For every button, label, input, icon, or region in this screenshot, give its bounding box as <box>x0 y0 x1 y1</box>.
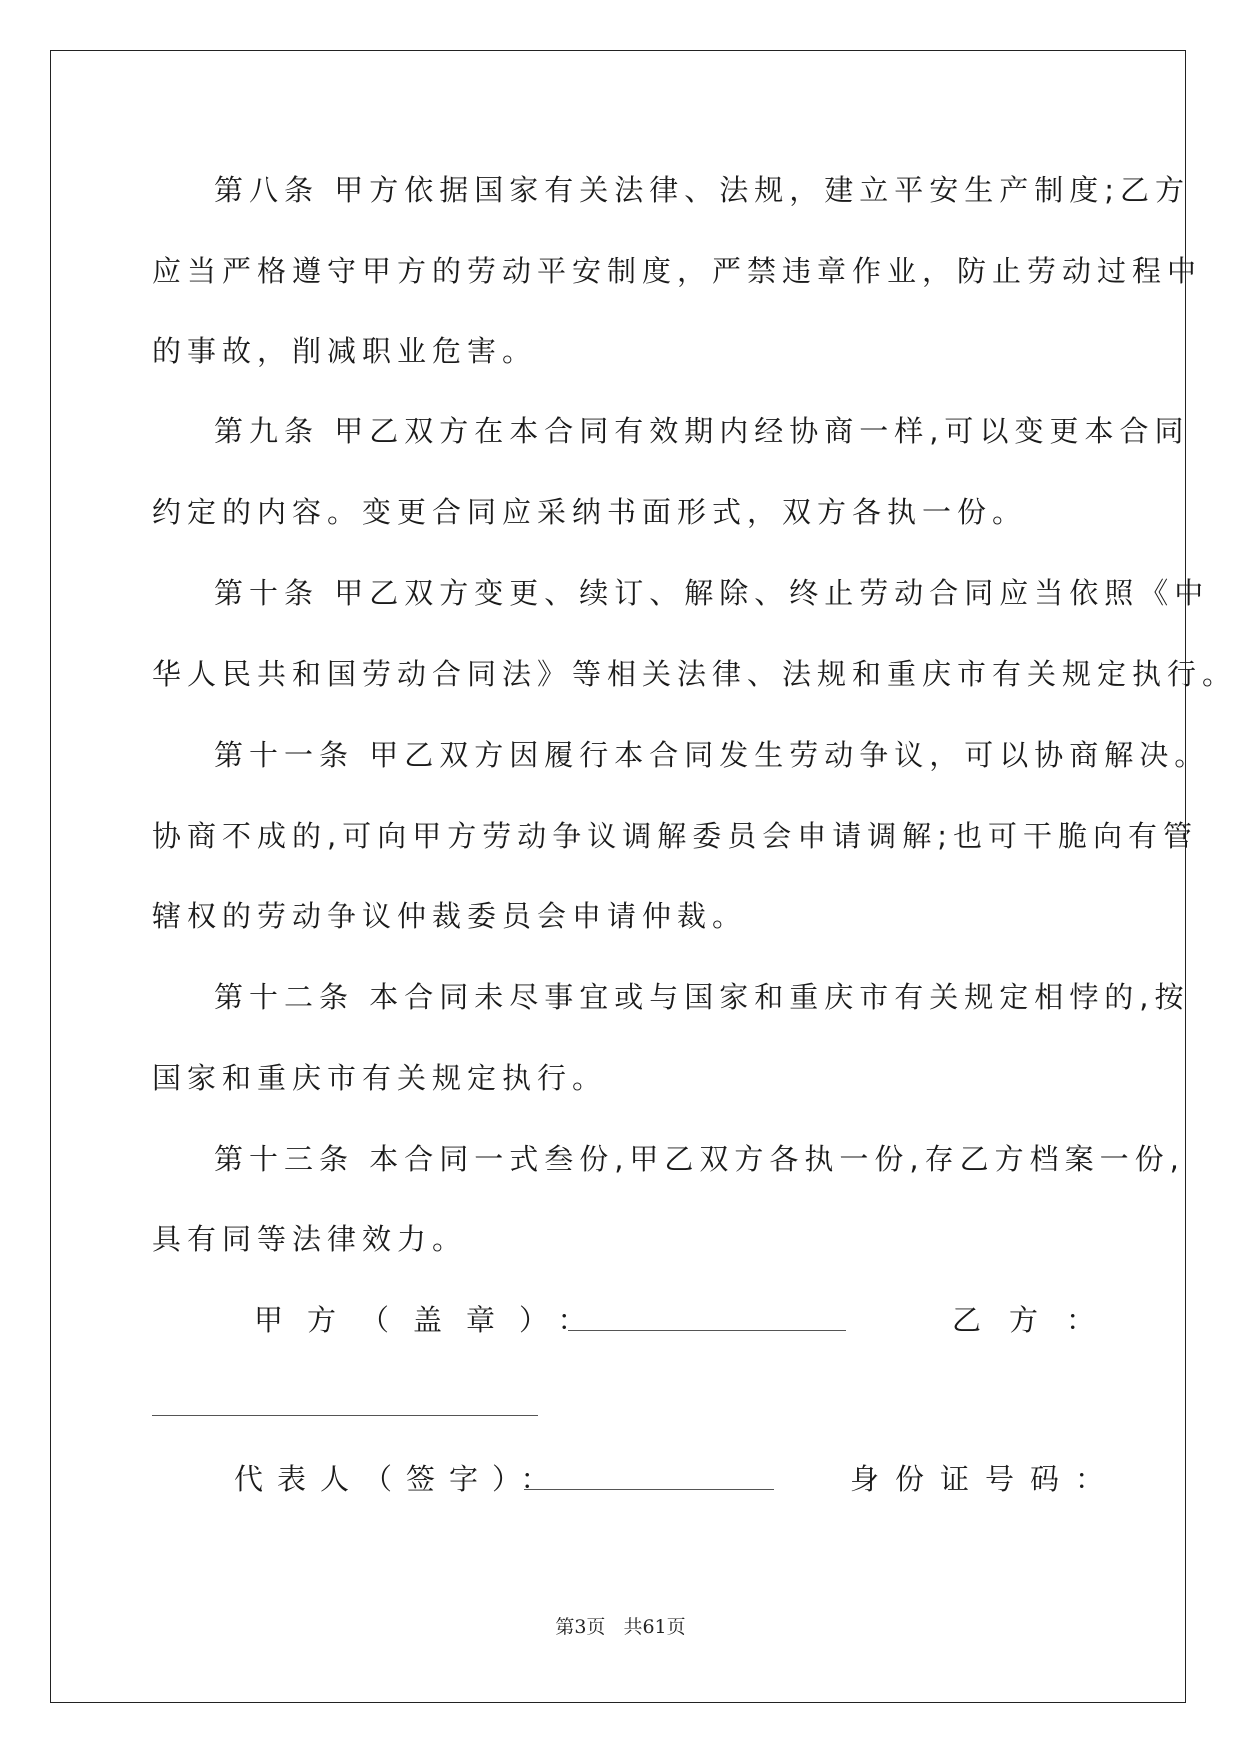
paragraph-line: 第十二条 本合同未尽事宜或与国家和重庆市有关规定相悖的,按 <box>214 980 1190 1014</box>
paragraph-line: 第九条 甲乙双方在本合同有效期内经协商一样,可以变更本合同 <box>214 414 1190 448</box>
party-b-signature-line[interactable] <box>152 1415 538 1416</box>
paragraph-line: 的事故，削减职业危害。 <box>152 334 538 368</box>
representative-signature-line[interactable] <box>524 1489 774 1490</box>
paragraph-line: 辖权的劳动争议仲裁委员会申请仲裁。 <box>152 899 748 933</box>
page-total: 共61页 <box>623 1616 686 1638</box>
page-border <box>50 50 1238 1703</box>
paragraph-line: 国家和重庆市有关规定执行。 <box>152 1061 608 1095</box>
page-number: 第3页 <box>555 1616 606 1638</box>
paragraph-line: 第十条 甲乙双方变更、续订、解除、终止劳动合同应当依照《中 <box>214 576 1210 610</box>
paragraph-line: 华人民共和国劳动合同法》等相关法律、法规和重庆市有关规定执行。 <box>152 657 1238 691</box>
party-b-label: 乙方： <box>952 1303 1124 1337</box>
page-footer <box>0 1612 1241 1639</box>
id-number-label: 身份证号码： <box>850 1462 1121 1496</box>
paragraph-line: 协商不成的,可向甲方劳动争议调解委员会申请调解;也可干脆向有管 <box>152 819 1198 853</box>
paragraph-line: 第十三条 本合同一式叁份,甲乙双方各执一份,存乙方档案一份, <box>214 1142 1185 1176</box>
party-a-signature-line[interactable] <box>568 1330 846 1331</box>
paragraph-line: 应当严格遵守甲方的劳动平安制度，严禁违章作业，防止劳动过程中 <box>152 254 1203 288</box>
paragraph-line: 第十一条 甲乙双方因履行本合同发生劳动争议，可以协商解决。 <box>214 738 1210 772</box>
representative-label: 代表人（签字）： <box>234 1462 564 1496</box>
party-a-label: 甲方（盖章）： <box>254 1303 611 1337</box>
paragraph-line: 第八条 甲方依据国家有关法律、法规，建立平安生产制度;乙方 <box>214 173 1190 207</box>
paragraph-line: 约定的内容。变更合同应采纳书面形式，双方各执一份。 <box>152 495 1028 529</box>
paragraph-line: 具有同等法律效力。 <box>152 1222 468 1256</box>
